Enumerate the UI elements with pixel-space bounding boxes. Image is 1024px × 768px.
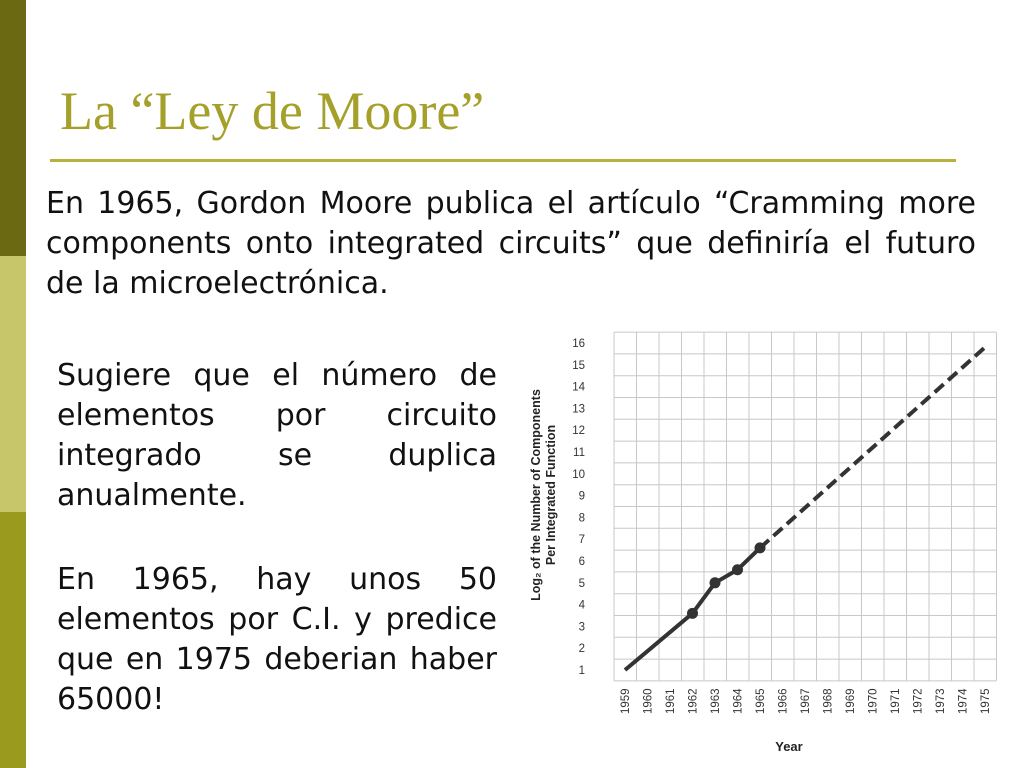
sidebar-segment-bottom xyxy=(0,512,26,768)
moore-law-chart xyxy=(510,322,1010,768)
x-tick-label: 1972 xyxy=(912,688,925,714)
x-tick-label: 1974 xyxy=(957,688,970,714)
sidebar-segment-middle xyxy=(0,256,26,512)
y-tick-label: 6 xyxy=(578,556,585,568)
y-tick-label: 13 xyxy=(572,403,585,416)
x-tick-label: 1964 xyxy=(732,688,745,714)
y-tick-label: 4 xyxy=(578,599,585,612)
doubling-paragraph: Sugiere que el número de elementos por circuito integrado se duplica anualmente. xyxy=(57,358,497,513)
y-tick-label: 15 xyxy=(572,359,585,372)
y-tick-labels xyxy=(572,338,585,677)
y-tick-label: 7 xyxy=(578,534,585,547)
x-tick-label: 1963 xyxy=(710,688,722,714)
x-tick-labels xyxy=(620,688,992,714)
x-tick-label: 1966 xyxy=(777,688,790,714)
x-tick-label: 1969 xyxy=(845,688,857,714)
slide-title: La “Ley de Moore” xyxy=(60,81,485,141)
y-tick-label: 10 xyxy=(572,468,585,481)
x-axis-label: Year xyxy=(775,739,803,754)
prediction-paragraph: En 1965, hay unos 50 elementos por C.I. y predice que en 1975 deberian haber 65000! xyxy=(57,562,497,717)
x-tick-label: 1971 xyxy=(890,688,902,714)
data-point-marker xyxy=(732,564,743,575)
title-underline xyxy=(50,159,956,162)
y-tick-label: 3 xyxy=(578,621,585,634)
x-tick-label: 1959 xyxy=(620,688,632,714)
y-tick-label: 8 xyxy=(578,512,585,525)
y-tick-label: 1 xyxy=(578,665,585,677)
chart-series xyxy=(625,347,985,670)
x-tick-label: 1961 xyxy=(665,688,677,714)
y-tick-label: 11 xyxy=(573,447,585,459)
x-tick-label: 1965 xyxy=(755,688,767,714)
x-tick-label: 1962 xyxy=(687,688,700,714)
y-tick-label: 14 xyxy=(572,381,585,394)
y-tick-label: 16 xyxy=(572,338,585,350)
x-tick-label: 1973 xyxy=(935,688,947,714)
decorative-sidebar xyxy=(0,0,26,768)
intro-paragraph: En 1965, Gordon Moore publica el artículo “Cramming more components onto integrated circuits” que definiría el futuro de la microelectrónica. xyxy=(46,186,976,301)
x-tick-label: 1970 xyxy=(867,688,880,714)
data-point-marker xyxy=(687,608,698,619)
x-tick-label: 1975 xyxy=(980,688,992,714)
y-tick-label: 5 xyxy=(578,577,585,590)
data-point-marker xyxy=(710,577,721,588)
x-tick-label: 1960 xyxy=(642,688,655,714)
y-axis-label-line2: Per Integrated Function xyxy=(544,424,558,566)
x-tick-label: 1968 xyxy=(822,688,835,714)
y-tick-label: 9 xyxy=(578,490,585,503)
y-tick-label: 12 xyxy=(572,425,585,438)
x-tick-label: 1967 xyxy=(800,688,812,714)
sidebar-segment-top xyxy=(0,0,26,256)
y-axis-label-line1: Log₂ of the Number of Components xyxy=(529,389,543,601)
y-tick-label: 2 xyxy=(578,643,585,656)
